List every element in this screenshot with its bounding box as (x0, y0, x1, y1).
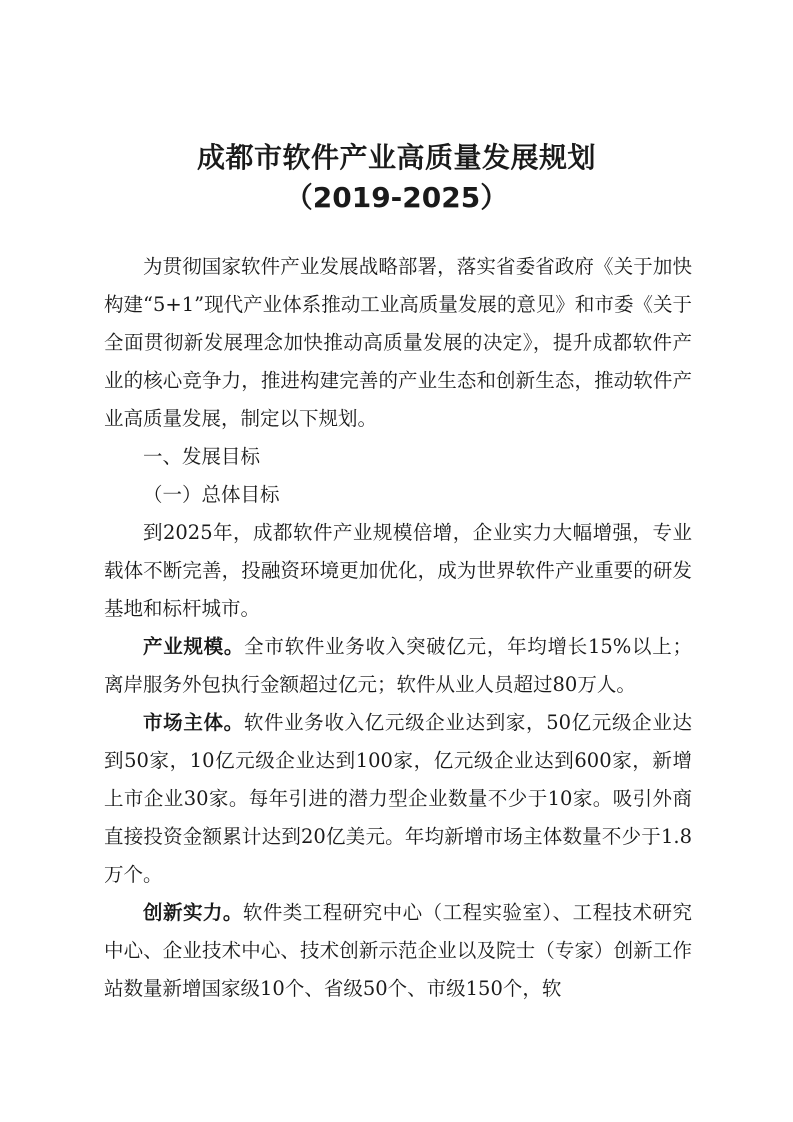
scale-text: 全市软件业务收入突破亿元，年均增长15%以上；离岸服务外包执行金额超过亿元；软件从业人员超过80万人。 (104, 635, 692, 696)
innovation-label: 创新实力。 (143, 901, 243, 924)
intro-paragraph: 为贯彻国家软件产业发展战略部署，落实省委省政府《关于加快构建“5+1”现代产业体系推动工业高质量发展的意见》和市委《关于全面贯彻新发展理念加快推动高质量发展的决定》，提升成都软件产业的核心竞争力，推进构建完善的产业生态和创新生态，推动软件产业高质量发展，制定以下规划。 (104, 255, 692, 430)
scale-paragraph (104, 628, 692, 704)
innovation-paragraph (104, 894, 692, 1008)
overall-goal-paragraph: 到2025年，成都软件产业规模倍增，企业实力大幅增强，专业载体不断完善，投融资环境更加优化，成为世界软件产业重要的研发基地和标杆城市。 (104, 521, 692, 620)
market-paragraph (104, 704, 692, 894)
market-text: 软件业务收入亿元级企业达到家，50亿元级企业达到50家，10亿元级企业达到100家，亿元级企业达到600家，新增上市企业30家。每年引进的潜力型企业数量不少于10家。吸引外商直接投资金额累计达到20亿美元。年均新增市场主体数量不少于1.8万个。 (104, 711, 692, 886)
market-label: 市场主体。 (143, 711, 244, 734)
innovation-text: 软件类工程研究中心（工程实验室）、工程技术研究中心、企业技术中心、技术创新示范企业以及院士（专家）创新工作站数量新增国家级10个、省级50个、市级150个，软 (104, 901, 692, 1000)
document-title: 成都市软件产业高质量发展规划 (196, 141, 596, 174)
section-heading-goals: 一、发展目标 (143, 445, 261, 468)
document-subtitle: （2019-2025） (284, 181, 509, 214)
scale-label: 产业规模。 (143, 635, 245, 658)
subsection-heading-overall: （一）总体目标 (143, 483, 280, 506)
document-body (104, 248, 692, 1008)
